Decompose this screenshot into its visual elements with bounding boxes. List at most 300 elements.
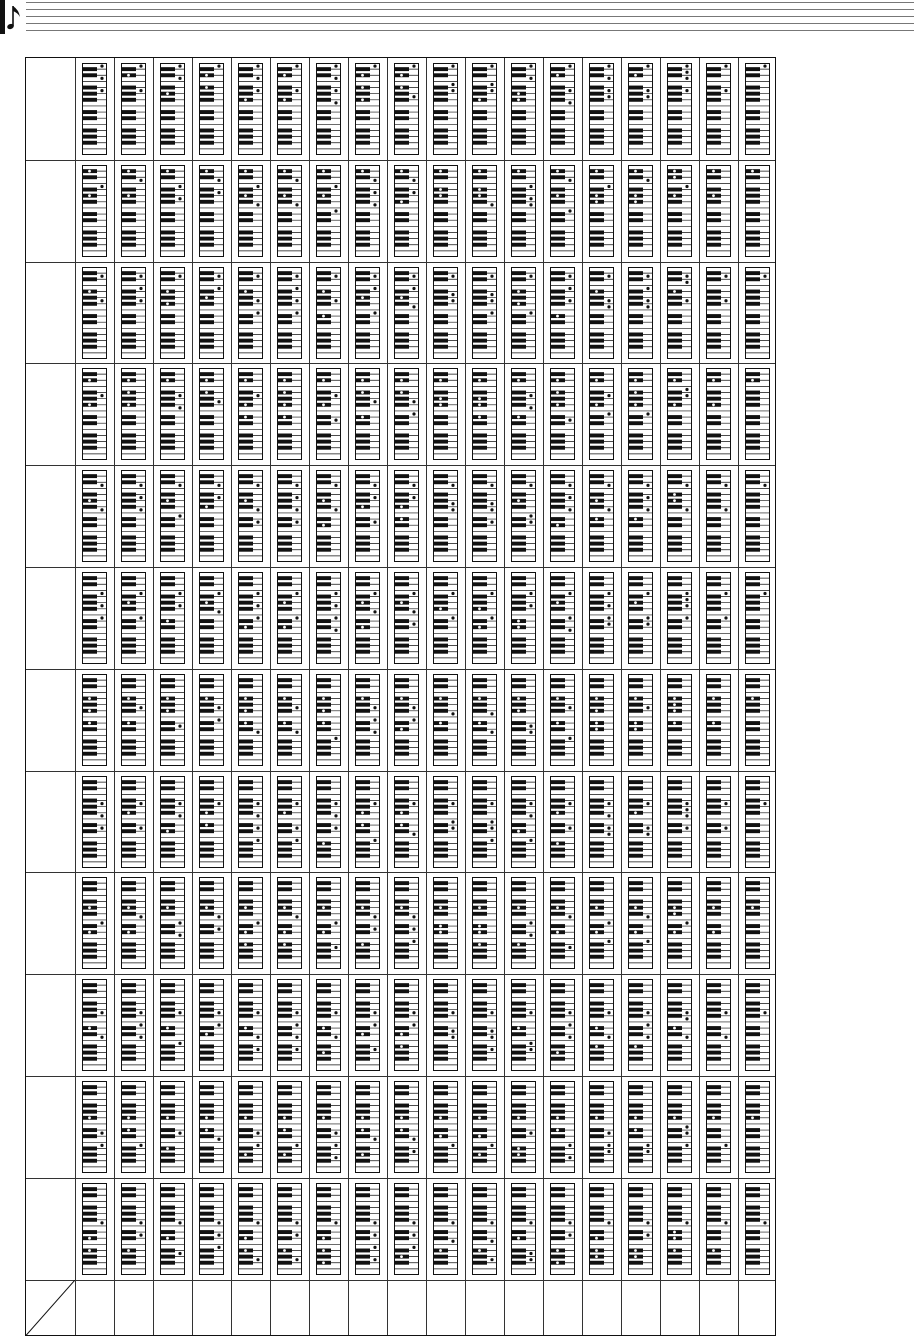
black-key xyxy=(745,212,760,216)
black-key xyxy=(82,440,97,444)
pressed-key-dot xyxy=(205,86,208,89)
black-key xyxy=(589,650,604,654)
black-key xyxy=(589,739,604,743)
black-key xyxy=(277,924,292,928)
pressed-key-dot xyxy=(373,916,376,919)
black-key xyxy=(511,823,526,827)
pressed-key-dot xyxy=(595,379,598,382)
black-key xyxy=(277,853,292,857)
pressed-key-dot xyxy=(217,191,220,194)
black-key xyxy=(277,135,292,139)
black-key xyxy=(82,230,97,234)
black-key xyxy=(550,955,565,959)
black-key xyxy=(82,295,97,299)
black-key xyxy=(82,542,97,546)
pressed-key-dot xyxy=(556,721,559,724)
black-key xyxy=(433,218,448,222)
black-key xyxy=(199,955,214,959)
column-divider xyxy=(387,58,388,1335)
black-key xyxy=(706,218,721,222)
black-key xyxy=(160,212,175,216)
pressed-key-dot xyxy=(283,74,286,77)
pressed-key-dot xyxy=(451,592,454,595)
chord-keyboard-diagram xyxy=(394,470,419,562)
pressed-key-dot xyxy=(568,508,571,511)
black-key xyxy=(706,344,721,348)
black-key xyxy=(472,338,487,342)
black-key xyxy=(511,727,526,731)
black-key xyxy=(433,751,448,755)
black-key xyxy=(628,912,643,916)
black-key xyxy=(355,582,370,586)
chord-keyboard-diagram xyxy=(433,674,458,766)
black-key xyxy=(433,440,448,444)
pressed-key-dot xyxy=(724,616,727,619)
black-key xyxy=(589,798,604,802)
black-key xyxy=(316,372,331,376)
black-key xyxy=(628,397,643,401)
black-key xyxy=(121,1051,136,1055)
row-divider xyxy=(26,567,775,568)
black-key xyxy=(199,440,214,444)
black-key xyxy=(628,644,643,648)
pressed-key-dot xyxy=(100,802,103,805)
pressed-key-dot xyxy=(451,820,454,823)
black-key xyxy=(238,989,253,993)
black-key xyxy=(277,1014,292,1018)
black-key xyxy=(550,277,565,281)
black-key xyxy=(667,548,682,552)
black-key xyxy=(589,505,604,509)
black-key xyxy=(433,702,448,706)
black-key xyxy=(199,786,214,790)
black-key xyxy=(394,829,409,833)
pressed-key-dot xyxy=(517,98,520,101)
pressed-key-dot xyxy=(100,826,103,829)
black-key xyxy=(82,480,97,484)
black-key xyxy=(433,493,448,497)
black-key xyxy=(199,212,214,216)
pressed-key-dot xyxy=(361,416,364,419)
black-key xyxy=(355,739,370,743)
black-key xyxy=(667,446,682,450)
black-key xyxy=(82,446,97,450)
chord-keyboard-diagram xyxy=(394,776,419,868)
chord-keyboard-diagram xyxy=(199,267,224,359)
black-key xyxy=(394,440,409,444)
black-key xyxy=(511,295,526,299)
black-key xyxy=(121,823,136,827)
black-key xyxy=(667,397,682,401)
black-key xyxy=(355,289,370,293)
black-key xyxy=(355,344,370,348)
black-key xyxy=(589,218,604,222)
pressed-key-dot xyxy=(256,89,259,92)
pressed-key-dot xyxy=(127,379,130,382)
chord-keyboard-diagram xyxy=(394,165,419,257)
black-key xyxy=(121,440,136,444)
black-key xyxy=(121,397,136,401)
pressed-key-dot xyxy=(244,626,247,629)
black-key xyxy=(511,218,526,222)
black-key xyxy=(706,847,721,851)
black-key xyxy=(238,523,253,527)
pressed-key-dot xyxy=(283,931,286,934)
black-key xyxy=(511,702,526,706)
pressed-key-dot xyxy=(451,508,454,511)
chord-keyboard-diagram xyxy=(121,470,146,562)
black-key xyxy=(628,289,643,293)
black-key xyxy=(511,841,526,845)
black-key xyxy=(355,499,370,503)
chord-keyboard-diagram xyxy=(589,165,614,257)
black-key xyxy=(82,983,97,987)
black-key xyxy=(550,548,565,552)
pressed-key-dot xyxy=(529,724,532,727)
black-key xyxy=(277,200,292,204)
black-key xyxy=(745,900,760,904)
music-staff xyxy=(26,2,914,30)
pressed-key-dot xyxy=(295,838,298,841)
pressed-key-dot xyxy=(283,98,286,101)
black-key xyxy=(550,709,565,713)
chord-keyboard-diagram xyxy=(667,368,692,460)
black-key xyxy=(589,187,604,191)
pressed-key-dot xyxy=(256,802,259,805)
black-key xyxy=(472,955,487,959)
chord-keyboard-diagram xyxy=(706,674,731,766)
black-key xyxy=(667,841,682,845)
pressed-key-dot xyxy=(217,496,220,499)
column-divider xyxy=(153,58,154,1335)
black-key xyxy=(433,85,448,89)
black-key xyxy=(82,943,97,947)
black-key xyxy=(550,85,565,89)
black-key xyxy=(550,684,565,688)
black-key xyxy=(316,607,331,611)
pressed-key-dot xyxy=(178,484,181,487)
black-key xyxy=(160,644,175,648)
black-key xyxy=(316,619,331,623)
pressed-key-dot xyxy=(607,413,610,416)
black-key xyxy=(589,625,604,629)
pressed-key-dot xyxy=(295,496,298,499)
chord-keyboard-diagram xyxy=(433,776,458,868)
black-key xyxy=(706,301,721,305)
black-key xyxy=(433,810,448,814)
black-key xyxy=(160,474,175,478)
pressed-key-dot xyxy=(517,499,520,502)
black-key xyxy=(628,128,643,132)
pressed-key-dot xyxy=(256,826,259,829)
pressed-key-dot xyxy=(646,89,649,92)
pressed-key-dot xyxy=(568,419,571,422)
black-key xyxy=(355,277,370,281)
black-key xyxy=(706,200,721,204)
black-key xyxy=(706,780,721,784)
pressed-key-dot xyxy=(451,64,454,67)
black-key xyxy=(706,798,721,802)
black-key xyxy=(511,73,526,77)
black-key xyxy=(550,499,565,503)
black-key xyxy=(277,344,292,348)
black-key xyxy=(160,391,175,395)
pressed-key-dot xyxy=(490,83,493,86)
black-key xyxy=(316,175,331,179)
black-key xyxy=(472,582,487,586)
black-key xyxy=(706,320,721,324)
pressed-key-dot xyxy=(685,64,688,67)
pressed-key-dot xyxy=(283,379,286,382)
black-key xyxy=(82,135,97,139)
black-key xyxy=(628,881,643,885)
black-key xyxy=(394,536,409,540)
pressed-key-dot xyxy=(400,391,403,394)
chord-keyboard-diagram xyxy=(745,572,770,664)
black-key xyxy=(121,320,136,324)
pressed-key-dot xyxy=(673,931,676,934)
black-key xyxy=(355,576,370,580)
black-key xyxy=(316,637,331,641)
pressed-key-dot xyxy=(673,290,676,293)
pressed-key-dot xyxy=(412,592,415,595)
black-key xyxy=(355,881,370,885)
pressed-key-dot xyxy=(256,814,259,817)
black-key xyxy=(745,218,760,222)
pressed-key-dot xyxy=(283,404,286,407)
black-key xyxy=(706,98,721,102)
chord-keyboard-diagram xyxy=(82,267,107,359)
black-key xyxy=(628,314,643,318)
pressed-key-dot xyxy=(100,274,103,277)
black-key xyxy=(82,422,97,426)
column-divider xyxy=(114,58,115,1335)
pressed-key-dot xyxy=(712,697,715,700)
pressed-key-dot xyxy=(178,514,181,517)
pressed-key-dot xyxy=(88,194,91,197)
chord-keyboard-diagram xyxy=(277,877,302,969)
black-key xyxy=(160,739,175,743)
pressed-key-dot xyxy=(373,274,376,277)
black-key xyxy=(706,739,721,743)
black-key xyxy=(667,523,682,527)
pressed-key-dot xyxy=(244,1027,247,1030)
black-key xyxy=(472,422,487,426)
pressed-key-dot xyxy=(685,922,688,925)
black-key xyxy=(667,98,682,102)
black-key xyxy=(238,847,253,851)
black-key xyxy=(121,841,136,845)
black-key xyxy=(433,434,448,438)
black-key xyxy=(82,847,97,851)
pressed-key-dot xyxy=(685,808,688,811)
black-key xyxy=(628,823,643,827)
chord-keyboard-diagram xyxy=(550,165,575,257)
black-key xyxy=(394,128,409,132)
black-key xyxy=(238,607,253,611)
black-key xyxy=(316,480,331,484)
black-key xyxy=(277,751,292,755)
black-key xyxy=(199,517,214,521)
black-key xyxy=(589,73,604,77)
pressed-key-dot xyxy=(361,98,364,101)
black-key xyxy=(199,931,214,935)
black-key xyxy=(82,881,97,885)
pressed-key-dot xyxy=(322,524,325,527)
black-key xyxy=(355,607,370,611)
pressed-key-dot xyxy=(400,697,403,700)
black-key xyxy=(277,295,292,299)
pressed-key-dot xyxy=(412,940,415,943)
black-key xyxy=(160,989,175,993)
pressed-key-dot xyxy=(412,718,415,721)
pressed-key-dot xyxy=(673,176,676,179)
column-divider xyxy=(582,58,583,1335)
black-key xyxy=(82,949,97,953)
pressed-key-dot xyxy=(568,178,571,181)
black-key xyxy=(160,853,175,857)
black-key xyxy=(121,949,136,953)
black-key xyxy=(355,422,370,426)
black-key xyxy=(472,745,487,749)
black-key xyxy=(82,218,97,222)
black-key xyxy=(433,277,448,281)
black-key xyxy=(589,829,604,833)
black-key xyxy=(667,314,682,318)
pressed-key-dot xyxy=(334,101,337,104)
pressed-key-dot xyxy=(334,922,337,925)
black-key xyxy=(394,841,409,845)
pressed-key-dot xyxy=(412,916,415,919)
black-key xyxy=(511,582,526,586)
black-key xyxy=(667,542,682,546)
pressed-key-dot xyxy=(646,413,649,416)
chord-keyboard-diagram xyxy=(589,267,614,359)
black-key xyxy=(745,446,760,450)
black-key xyxy=(394,847,409,851)
black-key xyxy=(667,67,682,71)
black-key xyxy=(82,780,97,784)
black-key xyxy=(121,798,136,802)
pressed-key-dot xyxy=(556,931,559,934)
black-key xyxy=(628,372,643,376)
black-key xyxy=(160,332,175,336)
chord-keyboard-diagram xyxy=(238,776,263,868)
black-key xyxy=(511,480,526,484)
pressed-key-dot xyxy=(256,203,259,206)
pressed-key-dot xyxy=(763,484,766,487)
chord-keyboard-diagram xyxy=(589,572,614,664)
black-key xyxy=(160,823,175,827)
black-key xyxy=(238,187,253,191)
pressed-key-dot xyxy=(607,274,610,277)
black-key xyxy=(316,594,331,598)
black-key xyxy=(316,881,331,885)
black-key xyxy=(394,474,409,478)
black-key xyxy=(160,650,175,654)
black-key xyxy=(472,619,487,623)
black-key xyxy=(550,116,565,120)
black-key xyxy=(316,135,331,139)
pressed-key-dot xyxy=(439,931,442,934)
pressed-key-dot xyxy=(412,484,415,487)
black-key xyxy=(238,841,253,845)
chord-keyboard-diagram xyxy=(160,979,185,1071)
black-key xyxy=(745,98,760,102)
chord-keyboard-diagram xyxy=(628,63,653,155)
chord-keyboard-diagram xyxy=(745,63,770,155)
black-key xyxy=(238,548,253,552)
chord-keyboard-diagram xyxy=(277,368,302,460)
black-key xyxy=(472,434,487,438)
pressed-key-dot xyxy=(529,604,532,607)
black-key xyxy=(628,480,643,484)
row-divider xyxy=(26,771,775,772)
black-key xyxy=(628,415,643,419)
pressed-key-dot xyxy=(556,842,559,845)
pressed-key-dot xyxy=(100,185,103,188)
black-key xyxy=(199,798,214,802)
chord-keyboard-diagram xyxy=(628,572,653,664)
black-key xyxy=(160,900,175,904)
black-key xyxy=(277,576,292,580)
black-key xyxy=(472,236,487,240)
pressed-key-dot xyxy=(412,64,415,67)
black-key xyxy=(277,338,292,342)
black-key xyxy=(316,847,331,851)
chord-keyboard-diagram xyxy=(277,470,302,562)
black-key xyxy=(667,823,682,827)
black-key xyxy=(706,888,721,892)
pressed-key-dot xyxy=(556,169,559,172)
pressed-key-dot xyxy=(322,314,325,317)
black-key xyxy=(355,619,370,623)
black-key xyxy=(394,594,409,598)
black-key xyxy=(589,372,604,376)
pressed-key-dot xyxy=(361,74,364,77)
pressed-key-dot xyxy=(127,811,130,814)
pressed-key-dot xyxy=(217,400,220,403)
black-key xyxy=(706,709,721,713)
pressed-key-dot xyxy=(295,311,298,314)
black-key xyxy=(121,344,136,348)
black-key xyxy=(238,949,253,953)
black-key xyxy=(511,798,526,802)
black-key xyxy=(628,542,643,546)
pressed-key-dot xyxy=(127,601,130,604)
black-key xyxy=(238,1057,253,1061)
black-key xyxy=(628,594,643,598)
black-key xyxy=(238,900,253,904)
black-key xyxy=(394,644,409,648)
chord-fingering-chart xyxy=(25,57,776,1336)
pressed-key-dot xyxy=(244,416,247,419)
black-key xyxy=(628,804,643,808)
pressed-key-dot xyxy=(361,296,364,299)
column-divider xyxy=(231,58,232,1335)
pressed-key-dot xyxy=(724,592,727,595)
pressed-key-dot xyxy=(139,916,142,919)
chord-keyboard-diagram xyxy=(160,674,185,766)
chord-keyboard-diagram xyxy=(199,165,224,257)
black-key xyxy=(550,505,565,509)
black-key xyxy=(121,523,136,527)
black-key xyxy=(706,128,721,132)
black-key xyxy=(745,888,760,892)
black-key xyxy=(472,212,487,216)
black-key xyxy=(394,141,409,145)
black-key xyxy=(82,128,97,132)
